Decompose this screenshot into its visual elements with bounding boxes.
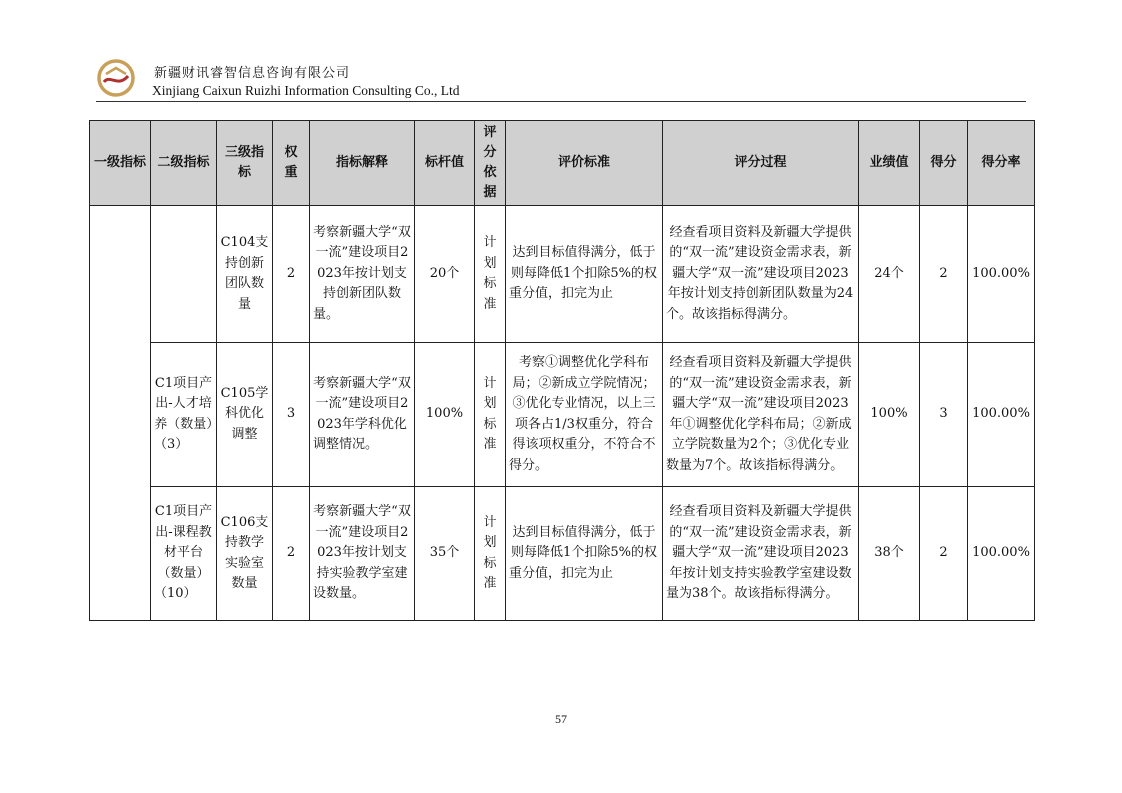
basis-text: 计划标准 (483, 514, 497, 591)
process-cell: 经查看项目资料及新疆大学提供的“双一流”建设资金需求表，新疆大学“双一流”建设项目2023年①调整优化学科布局；②新成立学院数量为2个；③优化专业数量为7个。故该指标得满分。 (663, 343, 859, 487)
rate-cell: 100.00% (968, 206, 1035, 343)
header-benchmark: 标杆值 (415, 121, 475, 206)
weight-cell: 2 (273, 206, 310, 343)
level3-cell: C106支持教学实验室数量 (217, 487, 273, 621)
process-cell: 经查看项目资料及新疆大学提供的“双一流”建设资金需求表，新疆大学“双一流”建设项目2023年按计划支持创新团队数量为24个。故该指标得满分。 (663, 206, 859, 343)
header-criteria: 评价标准 (506, 121, 663, 206)
level1-cell (90, 206, 151, 621)
header-weight (273, 121, 310, 206)
header-explanation: 指标解释 (310, 121, 415, 206)
score-cell: 2 (920, 487, 968, 621)
page-number: 57 (555, 712, 567, 726)
company-name-cn: 新疆财讯睿智信息咨询有限公司 (154, 66, 351, 81)
table-row (90, 343, 1035, 487)
table-row (90, 487, 1035, 621)
basis-cell (475, 343, 506, 487)
weight-cell: 2 (273, 487, 310, 621)
explanation-cell: 考察新疆大学“双一流”建设项目2023年按计划支持创新团队数量。 (310, 206, 415, 343)
page-header (96, 54, 1026, 102)
criteria-cell: 达到目标值得满分，低于则每降低1个扣除5%的权重分值，扣完为止 (506, 487, 663, 621)
performance-cell: 100% (859, 343, 920, 487)
level2-cell: C1项目产出-课程教材平台（数量）（10） (151, 487, 217, 621)
header-rate: 得分率 (968, 121, 1035, 206)
header-performance: 业绩值 (859, 121, 920, 206)
basis-cell (475, 206, 506, 343)
benchmark-cell: 100% (415, 343, 475, 487)
header-level3: 三级指标 (217, 121, 273, 206)
performance-cell: 38个 (859, 487, 920, 621)
company-name-en: Xinjiang Caixun Ruizhi Information Consulting Co., Ltd (152, 83, 460, 98)
level3-cell: C104支持创新团队数量 (217, 206, 273, 343)
level2-cell (151, 206, 217, 343)
explanation-cell: 考察新疆大学“双一流”建设项目2023年学科优化调整情况。 (310, 343, 415, 487)
header-basis (475, 121, 506, 206)
header-weight-text: 权重 (284, 145, 298, 180)
header-score: 得分 (920, 121, 968, 206)
level3-cell: C105学科优化调整 (217, 343, 273, 487)
evaluation-table (89, 120, 1035, 621)
basis-cell (475, 487, 506, 621)
header-basis-text: 评分依据 (483, 125, 497, 200)
weight-cell: 3 (273, 343, 310, 487)
criteria-cell: 考察①调整优化学科布局；②新成立学院情况；③优化专业情况，以上三项各占1/3权重分，符合得该项权重分，不符合不得分。 (506, 343, 663, 487)
company-logo-icon (96, 58, 136, 98)
score-cell: 2 (920, 206, 968, 343)
benchmark-cell: 35个 (415, 487, 475, 621)
level2-cell: C1项目产出-人才培养（数量）（3） (151, 343, 217, 487)
table-row (90, 206, 1035, 343)
header-divider (96, 101, 1026, 102)
rate-cell: 100.00% (968, 343, 1035, 487)
performance-cell: 24个 (859, 206, 920, 343)
table-header-row (90, 121, 1035, 206)
rate-cell: 100.00% (968, 487, 1035, 621)
score-cell: 3 (920, 343, 968, 487)
benchmark-cell: 20个 (415, 206, 475, 343)
basis-text: 计划标准 (483, 235, 497, 312)
header-level1: 一级指标 (90, 121, 151, 206)
process-cell: 经查看项目资料及新疆大学提供的“双一流”建设资金需求表，新疆大学“双一流”建设项目2023年按计划支持实验教学室建设数量为38个。故该指标得满分。 (663, 487, 859, 621)
basis-text: 计划标准 (483, 375, 497, 452)
header-process: 评分过程 (663, 121, 859, 206)
criteria-cell: 达到目标值得满分，低于则每降低1个扣除5%的权重分值，扣完为止 (506, 206, 663, 343)
explanation-cell: 考察新疆大学“双一流”建设项目2023年按计划支持实验教学室建设数量。 (310, 487, 415, 621)
header-level2: 二级指标 (151, 121, 217, 206)
